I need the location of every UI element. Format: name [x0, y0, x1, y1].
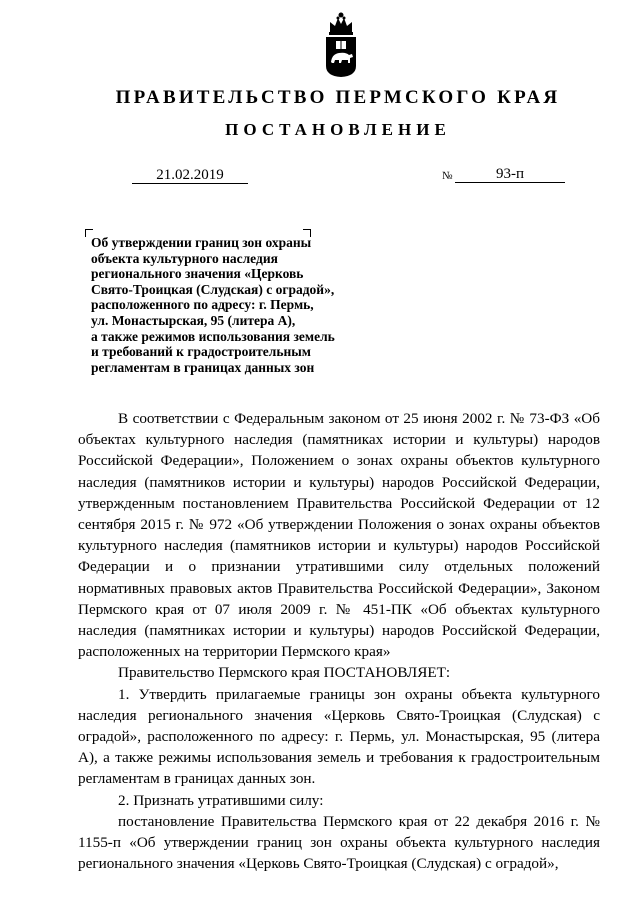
item-2-text-paragraph: постановление Правительства Пермского края от 22 декабря 2016 г. № 1155-п «Об утверждении границ зон охраны объекта культурного наследия регионального значения «Церковь Свято-Троицкая (Слудская) с оградой»,: [78, 812, 600, 873]
perm-krai-coat-of-arms-icon: [322, 10, 360, 78]
subject-line: расположенного по адресу: г. Пермь,: [91, 297, 314, 313]
item-2-paragraph: 2. Признать утратившими силу:: [118, 791, 324, 809]
document-number: 93-п: [455, 166, 565, 183]
subject-line: ул. Монастырская, 95 (литера А),: [91, 312, 296, 328]
subject-block: [91, 235, 391, 375]
government-title: ПРАВИТЕЛЬСТВО ПЕРМСКОГО КРАЯ: [115, 87, 561, 108]
resolves-paragraph: Правительство Пермского края ПОСТАНОВЛЯЕТ:: [118, 664, 451, 682]
document-date: 21.02.2019: [132, 167, 248, 184]
subject-line: и требований к градостроительным: [91, 344, 311, 360]
subject-line: объекта культурного наследия: [91, 250, 278, 266]
item-1-paragraph: 1. Утвердить прилагаемые границы зон охраны объекта культурного наследия регионального значения «Церковь Свято-Троицкая (Слудская) с оградой», расположенного по адресу: г. Пермь, ул. Монастырская, 95 (литера А), а также режимы использования земель и требования к градостроительным регламентам в границах данных зон.: [78, 685, 600, 788]
subject-line: Об утверждении границ зон охраны: [91, 235, 312, 250]
number-sign: №: [442, 170, 453, 182]
subject-line: регионального значения «Церковь: [91, 266, 304, 282]
preamble-paragraph: В соответствии с Федеральным законом от 25 июня 2002 г. № 73-ФЗ «Об объектах культурного наследия (памятниках истории и культуры) народов Российской Федерации», Положением о зонах охраны объектов культурного наследия (памятников истории и культуры) народов Российской Федерации, утвержденным постановлением Правительства Российской Федерации от 12 сентября 2015 г. № 972 «Об утверждении Положения о зонах охраны объектов культурного наследия (памятников истории и культуры) народов Российской Федерации и о признании утратившими силу отдельных положений нормативных правовых актов Правительства Российской Федерации», Законом Пермского края от 07 июля 2009 г. № 451-ПК «Об объектах культурного наследия (памятниках истории и культуры) народов Российской Федерации, расположенных на территории Пермского края»: [78, 410, 600, 661]
document-body: [78, 408, 600, 874]
subject-line: а также режимов использования земель: [91, 328, 335, 344]
subject-line: регламентам в границах данных зон: [91, 359, 315, 375]
document-type-title: ПОСТАНОВЛЕНИЕ: [225, 120, 451, 139]
subject-line: Свято-Троицкая (Слудская) с оградой»,: [91, 281, 335, 297]
